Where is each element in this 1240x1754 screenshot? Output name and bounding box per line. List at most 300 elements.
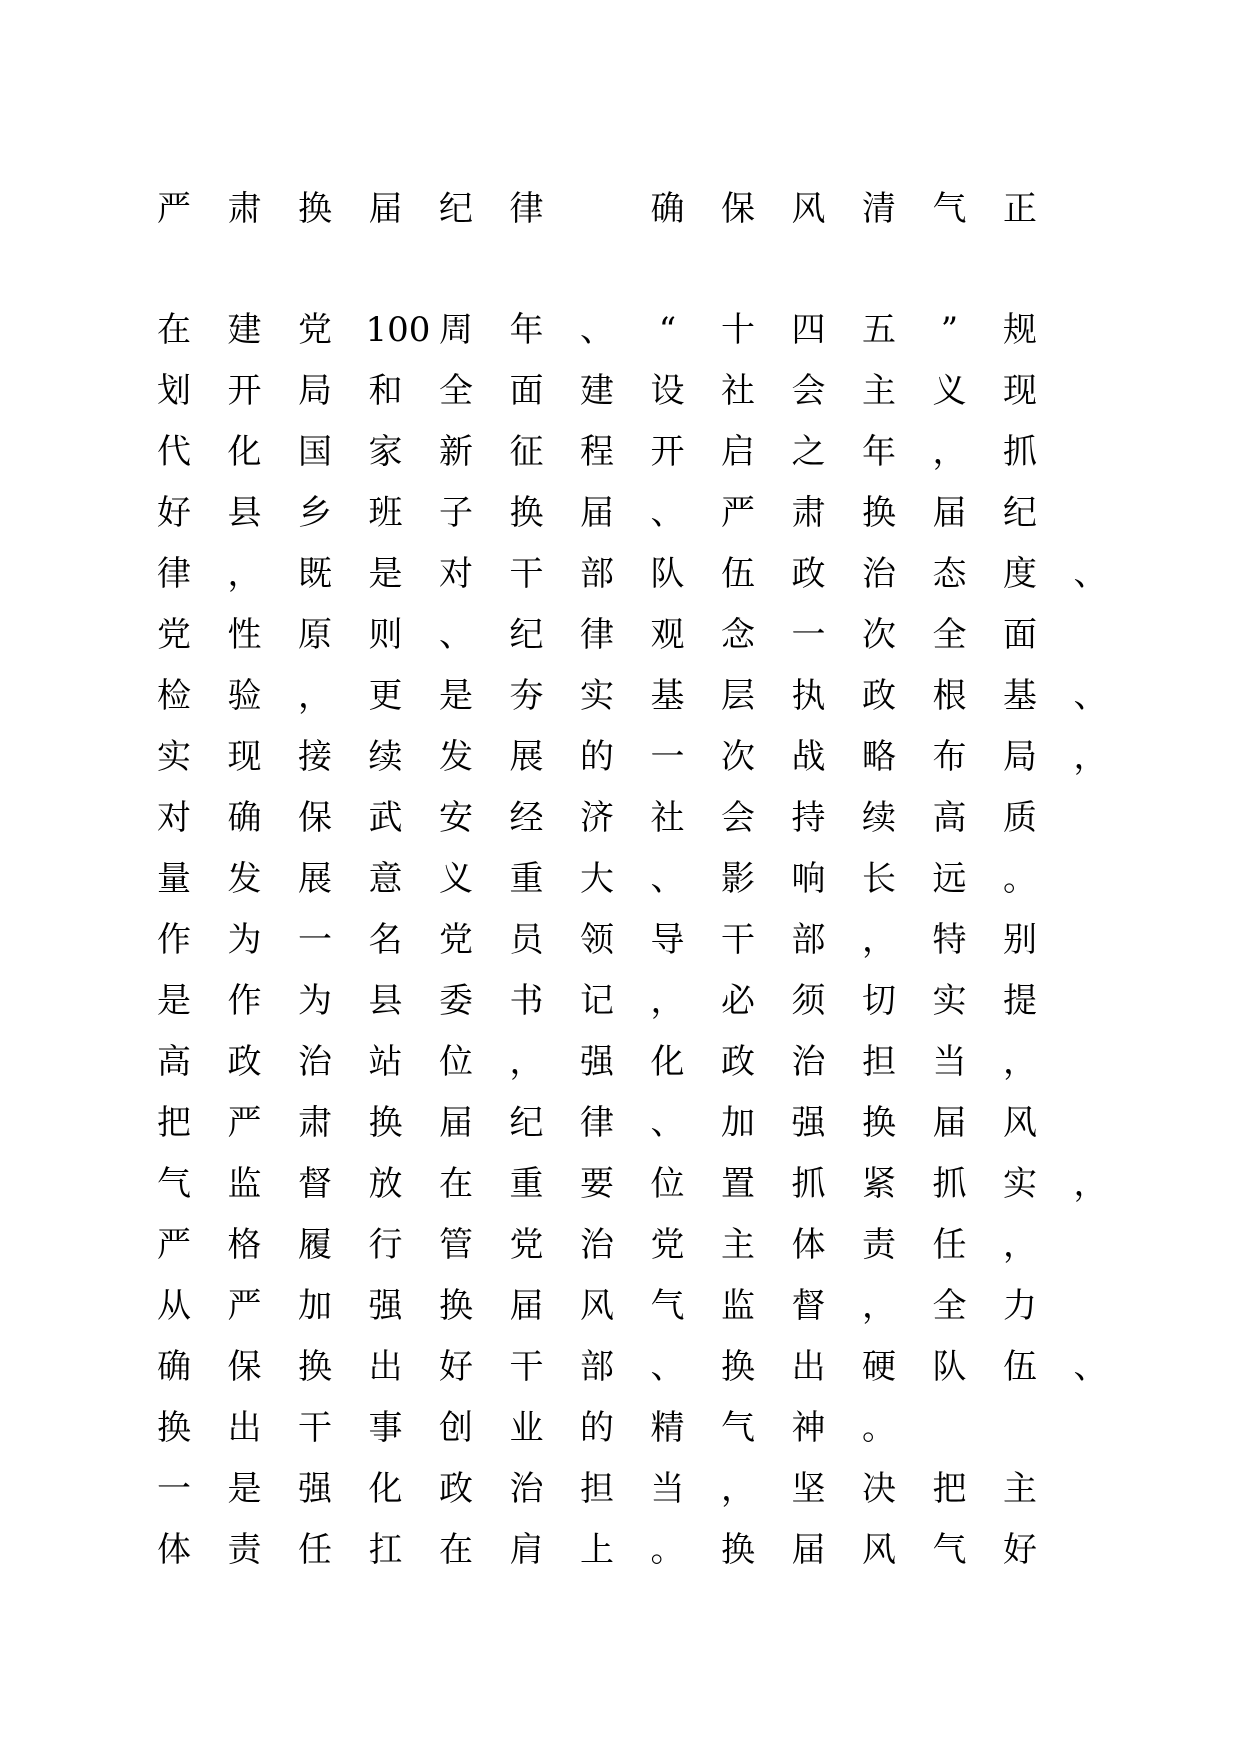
glyph: 面: [509, 371, 544, 411]
glyph: 干: [509, 1347, 544, 1387]
glyph: 届: [791, 1530, 826, 1570]
text-line: [154, 306, 1104, 367]
glyph: 开: [227, 371, 262, 411]
glyph: 纪: [439, 189, 473, 229]
glyph: 决: [862, 1469, 896, 1509]
glyph: ，: [509, 1042, 544, 1082]
glyph: 书: [509, 981, 544, 1021]
glyph: 战: [791, 737, 826, 777]
text-line: [154, 977, 1104, 1038]
glyph: 担: [862, 1042, 896, 1082]
glyph: 监: [721, 1286, 755, 1326]
text-line: [154, 855, 1104, 916]
glyph: 气: [932, 1530, 967, 1570]
glyph: 担: [580, 1469, 614, 1509]
glyph: 切: [862, 981, 896, 1021]
glyph: 责: [227, 1530, 262, 1570]
glyph: 征: [509, 432, 544, 472]
glyph: 周: [439, 310, 473, 350]
glyph: 年: [509, 310, 544, 350]
glyph: 、: [580, 310, 614, 350]
glyph: ，: [1073, 737, 1108, 777]
glyph: 现: [1003, 371, 1037, 411]
glyph: 之: [791, 432, 826, 472]
glyph: 站: [368, 1042, 403, 1082]
glyph: 事: [368, 1408, 403, 1448]
glyph: 紧: [862, 1164, 896, 1204]
glyph: 神: [791, 1408, 826, 1448]
glyph: 新: [439, 432, 473, 472]
glyph: 会: [791, 371, 826, 411]
glyph: 子: [439, 493, 473, 533]
glyph: 从: [157, 1286, 191, 1326]
glyph: 次: [862, 615, 896, 655]
glyph: 律: [580, 615, 614, 655]
glyph: 重: [509, 1164, 544, 1204]
glyph: 政: [721, 1042, 755, 1082]
glyph: 略: [862, 737, 896, 777]
glyph: ，: [862, 920, 896, 960]
glyph: 任: [298, 1530, 332, 1570]
glyph: 意: [368, 859, 403, 899]
glyph: 国: [298, 432, 332, 472]
glyph: 管: [439, 1225, 473, 1265]
glyph: 治: [580, 1225, 614, 1265]
glyph: 更: [368, 676, 403, 716]
glyph: ，: [227, 554, 262, 594]
glyph: 观: [650, 615, 685, 655]
glyph: 必: [721, 981, 755, 1021]
glyph: 位: [439, 1042, 473, 1082]
glyph: 确: [227, 798, 262, 838]
glyph: 强: [298, 1469, 332, 1509]
glyph: 是: [227, 1469, 262, 1509]
glyph: 特: [932, 920, 967, 960]
glyph: 政: [227, 1042, 262, 1082]
glyph: 党: [439, 920, 473, 960]
glyph: 肃: [298, 1103, 332, 1143]
glyph: 年: [862, 432, 896, 472]
glyph: 主: [721, 1225, 755, 1265]
glyph: 全: [932, 1286, 967, 1326]
glyph: 县: [227, 493, 262, 533]
glyph: 律: [580, 1103, 614, 1143]
glyph: 乡: [298, 493, 332, 533]
text-line: [154, 794, 1104, 855]
glyph: 记: [580, 981, 614, 1021]
glyph: 队: [650, 554, 685, 594]
glyph: 正: [1003, 189, 1037, 229]
glyph: 、: [650, 493, 685, 533]
glyph: 验: [227, 676, 262, 716]
glyph: 为: [298, 981, 332, 1021]
glyph: 好: [1003, 1530, 1037, 1570]
text-line: [154, 1404, 1104, 1465]
glyph: 部: [580, 554, 614, 594]
document-title: [154, 185, 1104, 235]
glyph: 远: [932, 859, 967, 899]
glyph: 建: [580, 371, 614, 411]
glyph: 部: [580, 1347, 614, 1387]
glyph: 发: [227, 859, 262, 899]
glyph: 发: [439, 737, 473, 777]
glyph: 保: [298, 798, 332, 838]
glyph: 执: [791, 676, 826, 716]
glyph: 则: [368, 615, 403, 655]
glyph: 格: [227, 1225, 262, 1265]
text-line: [154, 1038, 1104, 1099]
glyph: 和: [368, 371, 403, 411]
glyph: 风: [580, 1286, 614, 1326]
glyph: 换: [157, 1408, 191, 1448]
glyph: 当: [932, 1042, 967, 1082]
glyph: 干: [509, 554, 544, 594]
glyph: ，: [1073, 1164, 1108, 1204]
glyph: 面: [1003, 615, 1037, 655]
glyph: 的: [580, 737, 614, 777]
glyph: 纪: [509, 615, 544, 655]
glyph: 质: [1003, 798, 1037, 838]
glyph: 换: [721, 1347, 755, 1387]
glyph: 换: [368, 1103, 403, 1143]
glyph: 度: [1003, 554, 1037, 594]
glyph: 硬: [862, 1347, 896, 1387]
glyph: 根: [932, 676, 967, 716]
text-line: [154, 367, 1104, 428]
glyph: 全: [932, 615, 967, 655]
glyph: 放: [368, 1164, 403, 1204]
glyph: 响: [791, 859, 826, 899]
glyph: 监: [227, 1164, 262, 1204]
glyph: 规: [1003, 310, 1037, 350]
glyph: 。: [862, 1408, 896, 1448]
glyph: 。: [1003, 859, 1037, 899]
glyph: 程: [580, 432, 614, 472]
glyph: 夯: [509, 676, 544, 716]
glyph: 四: [791, 310, 826, 350]
glyph: 在: [439, 1530, 473, 1570]
text-line: [154, 428, 1104, 489]
glyph: 层: [721, 676, 755, 716]
glyph: 须: [791, 981, 826, 1021]
glyph: 实: [932, 981, 967, 1021]
text-line: [154, 611, 1104, 672]
document-body: [154, 306, 1108, 1587]
glyph: 是: [157, 981, 191, 1021]
text-line: [154, 672, 1108, 733]
glyph: 化: [368, 1469, 403, 1509]
glyph: 清: [862, 189, 896, 229]
glyph: 建: [227, 310, 262, 350]
glyph: 力: [1003, 1286, 1037, 1326]
glyph: 严: [721, 493, 755, 533]
glyph: 安: [439, 798, 473, 838]
glyph: 原: [298, 615, 332, 655]
glyph: 届: [439, 1103, 473, 1143]
glyph: 高: [157, 1042, 191, 1082]
glyph: 100: [365, 310, 431, 350]
glyph: 性: [227, 615, 262, 655]
text-line: [154, 1160, 1108, 1221]
glyph: 精: [650, 1408, 685, 1448]
glyph: 的: [580, 1408, 614, 1448]
glyph: 主: [862, 371, 896, 411]
glyph: 届: [509, 1286, 544, 1326]
text-line: [154, 1343, 1108, 1404]
glyph: 保: [227, 1347, 262, 1387]
glyph: 队: [932, 1347, 967, 1387]
glyph: 届: [580, 493, 614, 533]
glyph: 大: [580, 859, 614, 899]
glyph: 影: [721, 859, 755, 899]
glyph: 气: [650, 1286, 685, 1326]
glyph: 念: [721, 615, 755, 655]
glyph: 治: [791, 1042, 826, 1082]
glyph: 接: [298, 737, 332, 777]
glyph: 县: [368, 981, 403, 1021]
glyph: 换: [509, 493, 544, 533]
glyph: 气: [721, 1408, 755, 1448]
glyph: 在: [439, 1164, 473, 1204]
glyph: 出: [227, 1408, 262, 1448]
glyph: 坚: [791, 1469, 826, 1509]
glyph: ，: [1003, 1042, 1037, 1082]
glyph: 局: [298, 371, 332, 411]
glyph: 体: [791, 1225, 826, 1265]
glyph: 班: [368, 493, 403, 533]
glyph: 五: [862, 310, 896, 350]
glyph: 置: [721, 1164, 755, 1204]
glyph: 严: [157, 1225, 191, 1265]
glyph: ，: [932, 432, 967, 472]
glyph: 督: [791, 1286, 826, 1326]
glyph: 基: [650, 676, 685, 716]
glyph: 保: [721, 189, 755, 229]
glyph: 换: [721, 1530, 755, 1570]
glyph: 换: [298, 1347, 332, 1387]
glyph: 任: [932, 1225, 967, 1265]
glyph: 对: [157, 798, 191, 838]
glyph: 次: [721, 737, 755, 777]
glyph: 好: [439, 1347, 473, 1387]
glyph: 、: [1073, 554, 1108, 594]
glyph: 十: [721, 310, 755, 350]
glyph: 党: [298, 310, 332, 350]
glyph: 导: [650, 920, 685, 960]
glyph: 作: [157, 920, 191, 960]
glyph: 、: [650, 1103, 685, 1143]
glyph: 责: [862, 1225, 896, 1265]
glyph: 党: [157, 615, 191, 655]
glyph: 局: [1003, 737, 1037, 777]
glyph: 治: [298, 1042, 332, 1082]
glyph: 届: [368, 189, 403, 229]
glyph: 抓: [1003, 432, 1037, 472]
glyph: 作: [227, 981, 262, 1021]
glyph: 伍: [721, 554, 755, 594]
glyph: 肩: [509, 1530, 544, 1570]
glyph: 严: [227, 1103, 262, 1143]
glyph: 开: [650, 432, 685, 472]
glyph: ，: [721, 1469, 755, 1509]
glyph: 出: [368, 1347, 403, 1387]
glyph: 化: [650, 1042, 685, 1082]
glyph: 高: [932, 798, 967, 838]
glyph: 风: [862, 1530, 896, 1570]
glyph: 伍: [1003, 1347, 1037, 1387]
glyph: 布: [932, 737, 967, 777]
glyph: 风: [791, 189, 826, 229]
glyph: 一: [298, 920, 332, 960]
glyph: 、: [650, 1347, 685, 1387]
glyph: 加: [721, 1103, 755, 1143]
glyph: “: [658, 310, 677, 350]
glyph: 检: [157, 676, 191, 716]
glyph: 。: [650, 1530, 685, 1570]
glyph: 义: [932, 371, 967, 411]
text-line: [154, 1465, 1104, 1526]
glyph: 气: [157, 1164, 191, 1204]
glyph: 督: [298, 1164, 332, 1204]
glyph: 履: [298, 1225, 332, 1265]
glyph: 风: [1003, 1103, 1037, 1143]
glyph: 全: [439, 371, 473, 411]
glyph: 续: [368, 737, 403, 777]
glyph: ”: [940, 310, 959, 350]
glyph: 经: [509, 798, 544, 838]
glyph: ，: [1003, 1225, 1037, 1265]
glyph: 治: [862, 554, 896, 594]
glyph: 政: [439, 1469, 473, 1509]
glyph: 党: [650, 1225, 685, 1265]
glyph: 强: [791, 1103, 826, 1143]
glyph: 好: [157, 493, 191, 533]
glyph: 主: [1003, 1469, 1037, 1509]
glyph: 纪: [1003, 493, 1037, 533]
glyph: 提: [1003, 981, 1037, 1021]
glyph: 长: [862, 859, 896, 899]
glyph: ，: [298, 676, 332, 716]
glyph: 员: [509, 920, 544, 960]
glyph: 重: [509, 859, 544, 899]
text-line: [154, 1282, 1104, 1343]
glyph: 抓: [932, 1164, 967, 1204]
glyph: 把: [932, 1469, 967, 1509]
glyph: 届: [932, 493, 967, 533]
glyph: 部: [791, 920, 826, 960]
glyph: 是: [439, 676, 473, 716]
glyph: 、: [1073, 1347, 1108, 1387]
glyph: 、: [439, 615, 473, 655]
glyph: 肃: [227, 189, 262, 229]
glyph: 届: [932, 1103, 967, 1143]
glyph: 位: [650, 1164, 685, 1204]
text-line: [154, 1221, 1104, 1282]
text-line: [154, 733, 1108, 794]
glyph: 家: [368, 432, 403, 472]
glyph: 换: [862, 1103, 896, 1143]
glyph: 代: [157, 432, 191, 472]
glyph: 一: [791, 615, 826, 655]
glyph: 别: [1003, 920, 1037, 960]
text-line: [154, 916, 1104, 977]
glyph: 强: [368, 1286, 403, 1326]
glyph: 干: [721, 920, 755, 960]
glyph: 干: [298, 1408, 332, 1448]
text-line: [154, 1099, 1104, 1160]
glyph: ，: [650, 981, 685, 1021]
glyph: 领: [580, 920, 614, 960]
glyph: 在: [157, 310, 191, 350]
glyph: 当: [650, 1469, 685, 1509]
glyph: 纪: [509, 1103, 544, 1143]
glyph: 政: [791, 554, 826, 594]
glyph: 社: [650, 798, 685, 838]
glyph: 化: [227, 432, 262, 472]
glyph: 展: [298, 859, 332, 899]
glyph: 武: [368, 798, 403, 838]
glyph: 委: [439, 981, 473, 1021]
glyph: 气: [932, 189, 967, 229]
glyph: 肃: [791, 493, 826, 533]
glyph: 、: [650, 859, 685, 899]
glyph: 展: [509, 737, 544, 777]
glyph: 确: [157, 1347, 191, 1387]
glyph: 严: [227, 1286, 262, 1326]
glyph: 把: [157, 1103, 191, 1143]
glyph: 出: [791, 1347, 826, 1387]
glyph: 强: [580, 1042, 614, 1082]
glyph: 划: [157, 371, 191, 411]
glyph: 实: [157, 737, 191, 777]
text-line: [154, 489, 1104, 550]
glyph: 创: [439, 1408, 473, 1448]
glyph: 换: [298, 189, 332, 229]
glyph: 党: [509, 1225, 544, 1265]
glyph: 对: [439, 554, 473, 594]
glyph: 要: [580, 1164, 614, 1204]
glyph: 既: [298, 554, 332, 594]
glyph: 、: [1073, 676, 1108, 716]
glyph: 是: [368, 554, 403, 594]
glyph: 现: [227, 737, 262, 777]
glyph: ，: [862, 1286, 896, 1326]
glyph: 律: [157, 554, 191, 594]
glyph: 换: [862, 493, 896, 533]
glyph: 律: [509, 189, 544, 229]
text-line: [154, 550, 1108, 611]
text-line: [154, 1526, 1104, 1587]
glyph: 上: [580, 1530, 614, 1570]
glyph: 量: [157, 859, 191, 899]
glyph: 一: [157, 1469, 191, 1509]
glyph: 加: [298, 1286, 332, 1326]
glyph: 换: [439, 1286, 473, 1326]
glyph: 扛: [368, 1530, 403, 1570]
glyph: 会: [721, 798, 755, 838]
glyph: 社: [721, 371, 755, 411]
glyph: 名: [368, 920, 403, 960]
glyph: 业: [509, 1408, 544, 1448]
glyph: 态: [932, 554, 967, 594]
glyph: 抓: [791, 1164, 826, 1204]
glyph: 确: [650, 189, 685, 229]
glyph: 启: [721, 432, 755, 472]
glyph: 治: [509, 1469, 544, 1509]
glyph: 实: [1003, 1164, 1037, 1204]
glyph: 实: [580, 676, 614, 716]
glyph: 严: [157, 189, 191, 229]
